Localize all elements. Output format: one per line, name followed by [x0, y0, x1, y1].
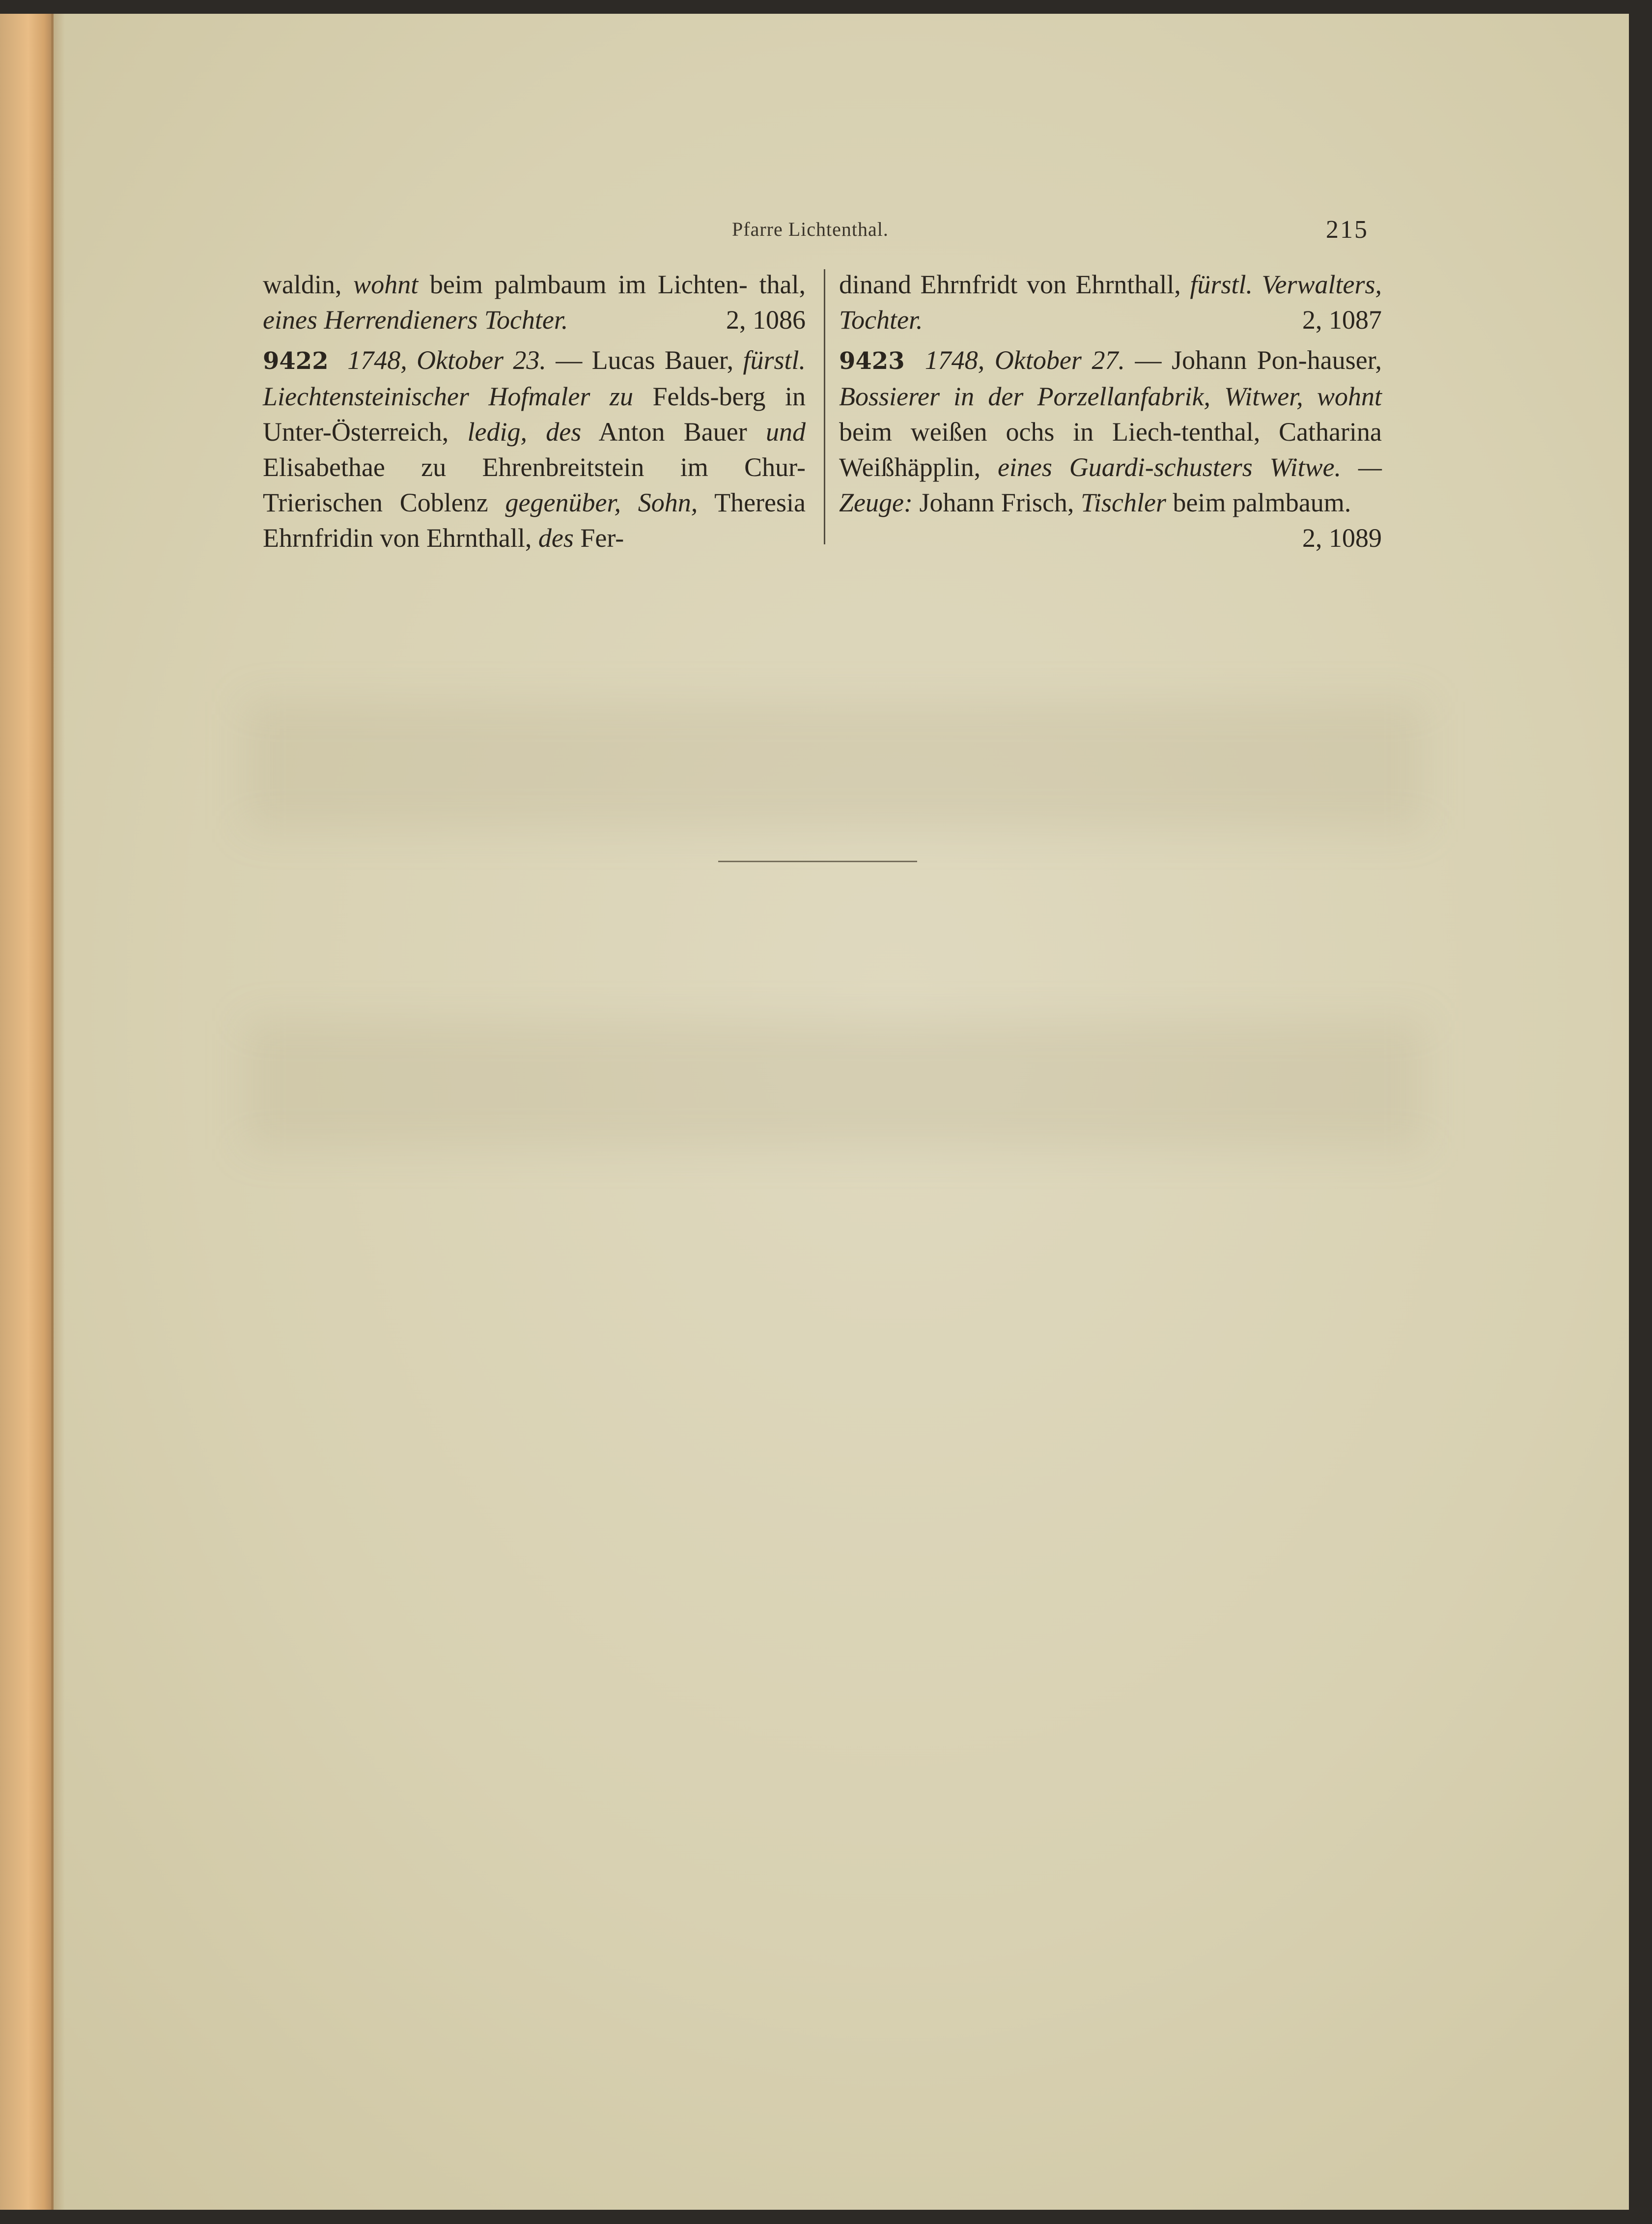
- paper-stain: [246, 702, 1425, 829]
- right-column: [839, 267, 1382, 556]
- book-binding-gutter: [0, 14, 54, 2210]
- entry-date: 1748, Oktober 27.: [924, 345, 1125, 375]
- gutter-shadow: [51, 14, 65, 2210]
- entry-number: 9422: [263, 347, 329, 375]
- entry-continuation: dinand Ehrnfridt von Ehrnthall, fürstl. Verwalters, Tochter. 2, 1087: [839, 267, 1382, 338]
- entry-continuation: waldin, wohnt beim palmbaum im Lichten- thal, eines Herrendieners Tochter. 2, 1086: [263, 267, 806, 338]
- scanned-page: [0, 14, 1629, 2210]
- left-column: [263, 267, 806, 556]
- column-divider: [824, 269, 825, 544]
- paper-stain: [246, 1021, 1425, 1149]
- section-end-rule: [718, 861, 917, 862]
- entry-date: 1748, Oktober 23.: [347, 345, 546, 375]
- page-number: 215: [1326, 216, 1369, 244]
- register-reference: 2, 1087: [1302, 305, 1382, 335]
- register-reference: 2, 1089: [1302, 523, 1382, 553]
- register-reference: 2, 1086: [726, 305, 806, 335]
- entry-number: 9423: [839, 347, 905, 375]
- running-head: Pfarre Lichtenthal.: [732, 218, 889, 240]
- entry-9423: 9423 1748, Oktober 27. — Johann Pon-hauser, Bossierer in der Porzellanfabrik, Witwer, wohnt beim weißen ochs in Liech-tenthal, Catharina Weißhäpplin, eines Guardi-schusters Witwe. — Zeuge: Johann Frisch, Tischler beim palmbaum. 2, 1089: [839, 342, 1382, 520]
- entry-9422: 9422 1748, Oktober 23. — Lucas Bauer, fürstl. Liechtensteinischer Hofmaler zu Felds-berg in Unter-Österreich, ledig, des Anton Bauer und Elisabethae zu Ehrenbreitstein im Chur-Trierischen Coblenz gegenüber, Sohn, Theresia Ehrnfridin von Ehrnthall, des Fer-: [263, 345, 806, 553]
